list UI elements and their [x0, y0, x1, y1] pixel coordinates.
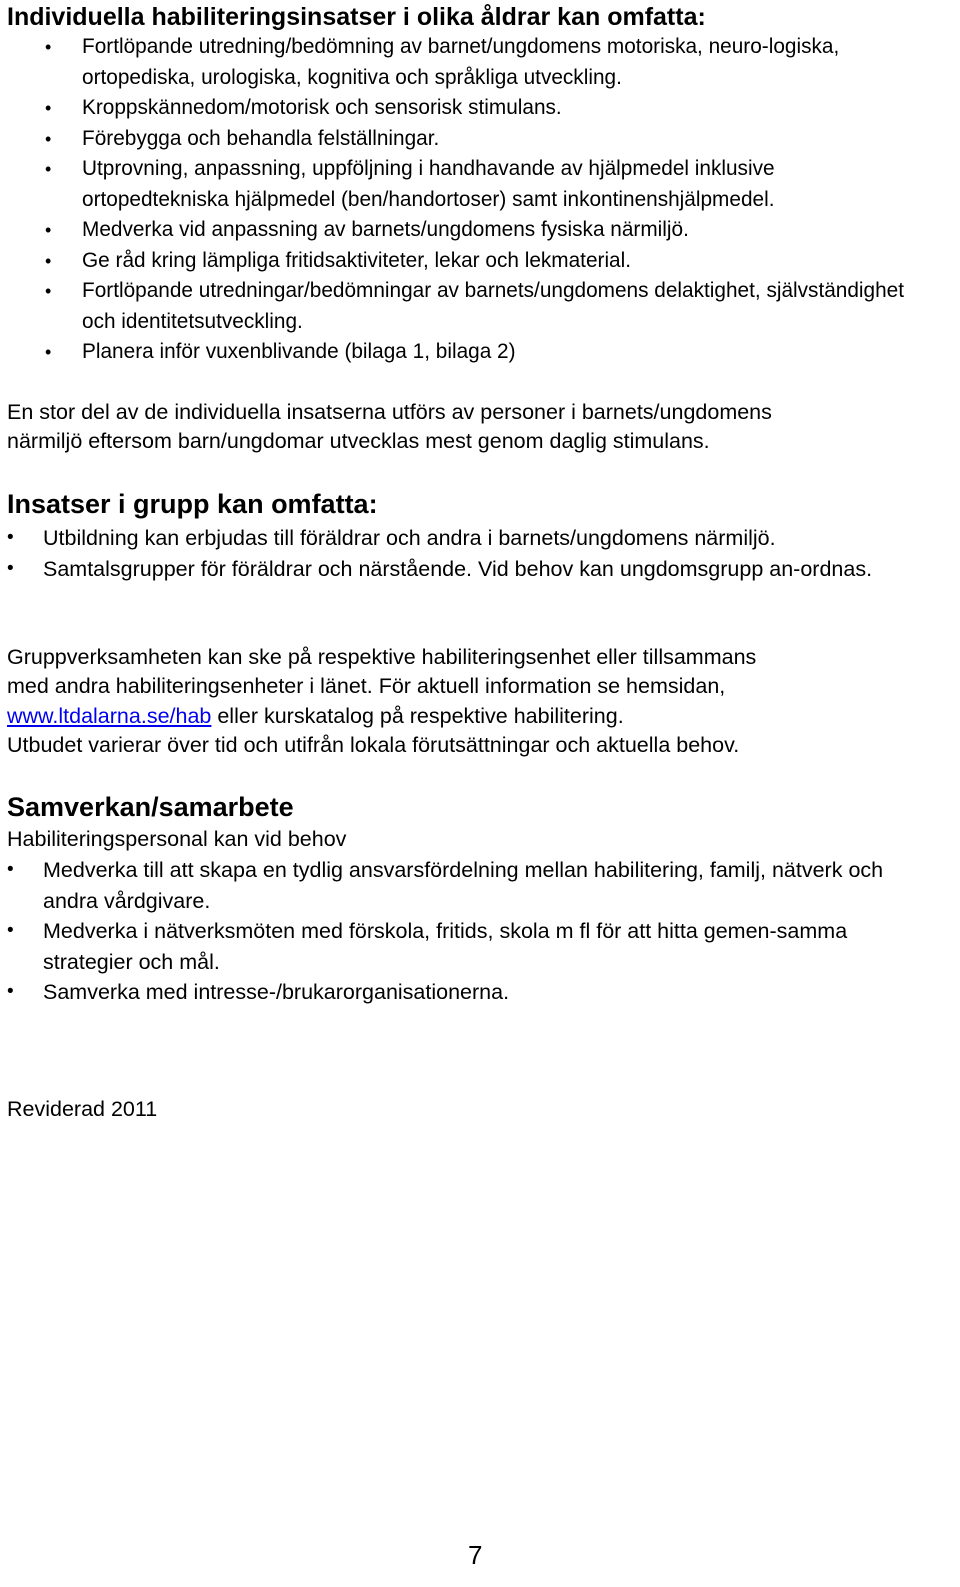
bullet-icon: •	[45, 342, 52, 362]
bullet-icon: •	[45, 281, 52, 301]
bullet-icon: •	[7, 981, 14, 1002]
section-heading-individual: Individuella habiliteringsinsatser i olika åldrar kan omfatta:	[7, 3, 706, 31]
cooperation-list	[7, 855, 937, 1008]
list-item: • Medverka vid anpassning av barnets/ungdomens fysiska närmiljö.	[7, 215, 927, 246]
bullet-icon: •	[45, 159, 52, 179]
bullet-icon: •	[45, 37, 52, 57]
individual-summary-paragraph: En stor del av de individuella insatserna utförs av personer i barnets/ungdomens närmiljö eftersom barn/ungdomar utvecklas mest genom daglig stimulans.	[7, 400, 772, 454]
cooperation-intro: Habiliteringspersonal kan vid behov	[7, 827, 347, 851]
list-item: • Ge råd kring lämpliga fritidsaktiviteter, lekar och lekmaterial.	[7, 246, 927, 277]
bullet-icon: •	[7, 920, 14, 941]
bullet-icon: •	[45, 98, 52, 118]
bullet-icon: •	[45, 128, 52, 149]
list-item: • Planera inför vuxenblivande (bilaga 1, bilaga 2)	[7, 337, 927, 368]
page-number: 7	[468, 1540, 483, 1570]
bullet-icon: •	[7, 557, 14, 579]
section-heading-group: Insatser i grupp kan omfatta:	[7, 489, 378, 519]
individual-measures-list	[7, 32, 927, 368]
list-item: • Utbildning kan erbjudas till föräldrar och andra i barnets/ungdomens närmiljö.	[7, 523, 937, 554]
revision-note: Reviderad 2011	[7, 1097, 158, 1121]
bullet-icon: •	[7, 527, 14, 548]
list-item: • Medverka till att skapa en tydlig ansvarsfördelning mellan habilitering, familj, nätverk och andra vårdgivare.	[7, 855, 937, 916]
bullet-icon: •	[45, 250, 52, 271]
bullet-icon: •	[7, 859, 14, 880]
section-heading-cooperation: Samverkan/samarbete	[7, 792, 294, 822]
group-measures-list	[7, 523, 937, 584]
list-item: • Utprovning, anpassning, uppföljning i handhavande av hjälpmedel inklusive ortopedtekniska hjälpmedel (ben/handortoser) samt inkontinenshjälpmedel.	[7, 154, 927, 215]
bullet-icon: •	[45, 220, 52, 240]
list-item: • Förebygga och behandla felställningar.	[7, 124, 927, 155]
list-item: • Fortlöpande utredningar/bedömningar av barnets/ungdomens delaktighet, självständighet och identitetsutveckling.	[7, 276, 927, 337]
list-item: • Medverka i nätverksmöten med förskola, fritids, skola m fl för att hitta gemen-samma strategier och mål.	[7, 916, 937, 977]
list-item: • Samverka med intresse-/brukarorganisationerna.	[7, 977, 937, 1008]
hab-website-link[interactable]: www.ltdalarna.se/hab	[7, 703, 212, 728]
list-item: • Samtalsgrupper för föräldrar och närstående. Vid behov kan ungdomsgrupp an-ordnas.	[7, 554, 937, 585]
list-item: • Fortlöpande utredning/bedömning av barnet/ungdomens motoriska, neuro-logiska, ortopediska, urologiska, kognitiva och språkliga utveckling.	[7, 32, 927, 93]
list-item: • Kroppskännedom/motorisk och sensorisk stimulans.	[7, 93, 927, 124]
group-info-paragraph: Gruppverksamheten kan ske på respektive habiliteringsenhet eller tillsammans med andra habiliteringsenheter i länet. För aktuell information se hemsidan, www.ltdalarna.se/hab eller kurskatalog på respektive habilitering. Utbudet varierar över tid och utifrån lokala förutsättningar och aktuella behov.	[7, 645, 757, 757]
